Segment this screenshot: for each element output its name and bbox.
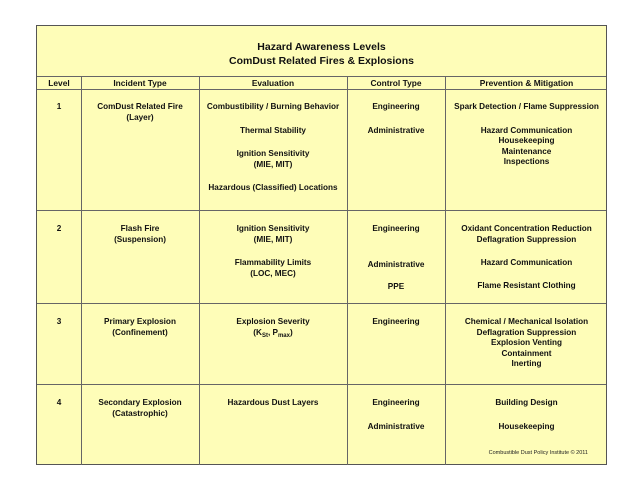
row-rule-2 bbox=[37, 303, 606, 304]
row3-eval-item: Explosion Severity bbox=[236, 317, 310, 326]
row2-level: 2 bbox=[56, 224, 62, 233]
row4-incident-line: (Catastrophic) bbox=[112, 408, 168, 418]
row2-control-item: PPE bbox=[387, 282, 405, 292]
row2-prev-item: Oxidant Concentration Reduction bbox=[461, 224, 592, 233]
row1-prevention bbox=[445, 102, 608, 168]
row4-incident bbox=[81, 398, 199, 419]
header-prevention-mitigation: Prevention & Mitigation bbox=[479, 78, 574, 88]
row3-eval-part: St bbox=[261, 332, 268, 339]
row2-prev-item: Deflagration Suppression bbox=[476, 234, 577, 244]
row1-incident-line: (Layer) bbox=[126, 112, 154, 122]
row3-eval-part: ) bbox=[289, 327, 293, 337]
row4-evaluation bbox=[199, 398, 347, 409]
table-title bbox=[37, 40, 606, 68]
row3-incident-line: Primary Explosion bbox=[104, 317, 176, 326]
row2-prev-item: Hazard Communication bbox=[480, 258, 573, 268]
row3-eval-item bbox=[199, 328, 347, 342]
row3-prev-item: Inerting bbox=[511, 359, 542, 369]
header-incident-type: Incident Type bbox=[113, 78, 167, 88]
row2-incident-line: (Suspension) bbox=[114, 234, 166, 244]
row1-control bbox=[347, 102, 445, 136]
credit-footnote: Combustible Dust Policy Institute © 2011 bbox=[488, 450, 588, 456]
row3-incident-line: (Confinement) bbox=[112, 327, 168, 337]
row3-eval-part: (K bbox=[253, 327, 262, 337]
row2-prevention bbox=[445, 224, 608, 291]
row4-prev-item: Building Design bbox=[495, 398, 558, 407]
hazard-table bbox=[36, 25, 607, 465]
row3-eval-part: max bbox=[277, 332, 290, 339]
row2-incident bbox=[81, 224, 199, 245]
row2-control-item: Engineering bbox=[372, 224, 420, 233]
row3-prev-item: Containment bbox=[501, 348, 552, 358]
row3-control-item: Engineering bbox=[372, 317, 420, 326]
row1-level: 1 bbox=[56, 102, 62, 111]
row1-control-item: Administrative bbox=[367, 125, 425, 135]
header-top-rule bbox=[37, 76, 606, 77]
row4-prevention bbox=[445, 398, 608, 432]
row3-evaluation bbox=[199, 317, 347, 341]
row1-eval-item: Ignition Sensitivity bbox=[236, 149, 310, 159]
row1-incident bbox=[81, 102, 199, 123]
row2-eval-item: Ignition Sensitivity bbox=[236, 224, 310, 233]
row1-prev-item: Spark Detection / Flame Suppression bbox=[454, 102, 599, 111]
row2-control bbox=[347, 224, 445, 293]
row1-eval-item: Combustibility / Burning Behavior bbox=[206, 102, 340, 111]
row1-incident-line: ComDust Related Fire bbox=[97, 102, 183, 111]
row1-evaluation bbox=[199, 102, 347, 194]
row2-eval-item: (MIE, MIT) bbox=[253, 234, 293, 244]
row3-prevention bbox=[445, 317, 608, 370]
row1-eval-item: Hazardous (Classified) Locations bbox=[208, 183, 338, 193]
row2-eval-item: Flammability Limits bbox=[234, 258, 312, 268]
row2-prev-item: Flame Resistant Clothing bbox=[477, 280, 576, 290]
header-level: Level bbox=[48, 78, 70, 88]
row2-incident-line: Flash Fire bbox=[120, 224, 160, 233]
row4-eval-item: Hazardous Dust Layers bbox=[227, 398, 319, 407]
row3-prev-item: Chemical / Mechanical Isolation bbox=[464, 317, 589, 326]
row2-control-item: Administrative bbox=[367, 259, 425, 269]
row2-eval-item: (LOC, MEC) bbox=[250, 268, 296, 278]
row4-control-item: Administrative bbox=[367, 421, 425, 431]
row3-prev-item: Deflagration Suppression bbox=[476, 327, 577, 337]
header-control-type: Control Type bbox=[370, 78, 422, 88]
header-evaluation: Evaluation bbox=[251, 78, 295, 88]
row-rule-3 bbox=[37, 384, 606, 385]
row3-level: 3 bbox=[56, 317, 62, 326]
row-rule-1 bbox=[37, 210, 606, 211]
row3-control bbox=[347, 317, 445, 328]
row4-prev-item: Housekeeping bbox=[498, 421, 555, 431]
title-line-2: ComDust Related Fires & Explosions bbox=[229, 55, 414, 67]
row4-incident-line: Secondary Explosion bbox=[98, 398, 182, 407]
row4-control bbox=[347, 398, 445, 432]
row1-prev-item: Housekeeping bbox=[498, 136, 555, 146]
row1-prev-item: Maintenance bbox=[501, 146, 552, 156]
row4-control-item: Engineering bbox=[372, 398, 420, 407]
row2-evaluation bbox=[199, 224, 347, 279]
row3-incident bbox=[81, 317, 199, 338]
row1-prev-item: Hazard Communication bbox=[480, 125, 573, 135]
row1-prev-item: Inspections bbox=[503, 157, 550, 167]
header-bottom-rule bbox=[37, 89, 606, 90]
title-line-1: Hazard Awareness Levels bbox=[257, 41, 386, 53]
row1-eval-item: Thermal Stability bbox=[240, 125, 306, 135]
row1-control-item: Engineering bbox=[372, 102, 420, 111]
row1-eval-item: (MIE, MIT) bbox=[253, 159, 293, 169]
row3-eval-part: , P bbox=[267, 327, 278, 337]
row4-level: 4 bbox=[56, 398, 62, 407]
row3-prev-item: Explosion Venting bbox=[491, 338, 562, 348]
